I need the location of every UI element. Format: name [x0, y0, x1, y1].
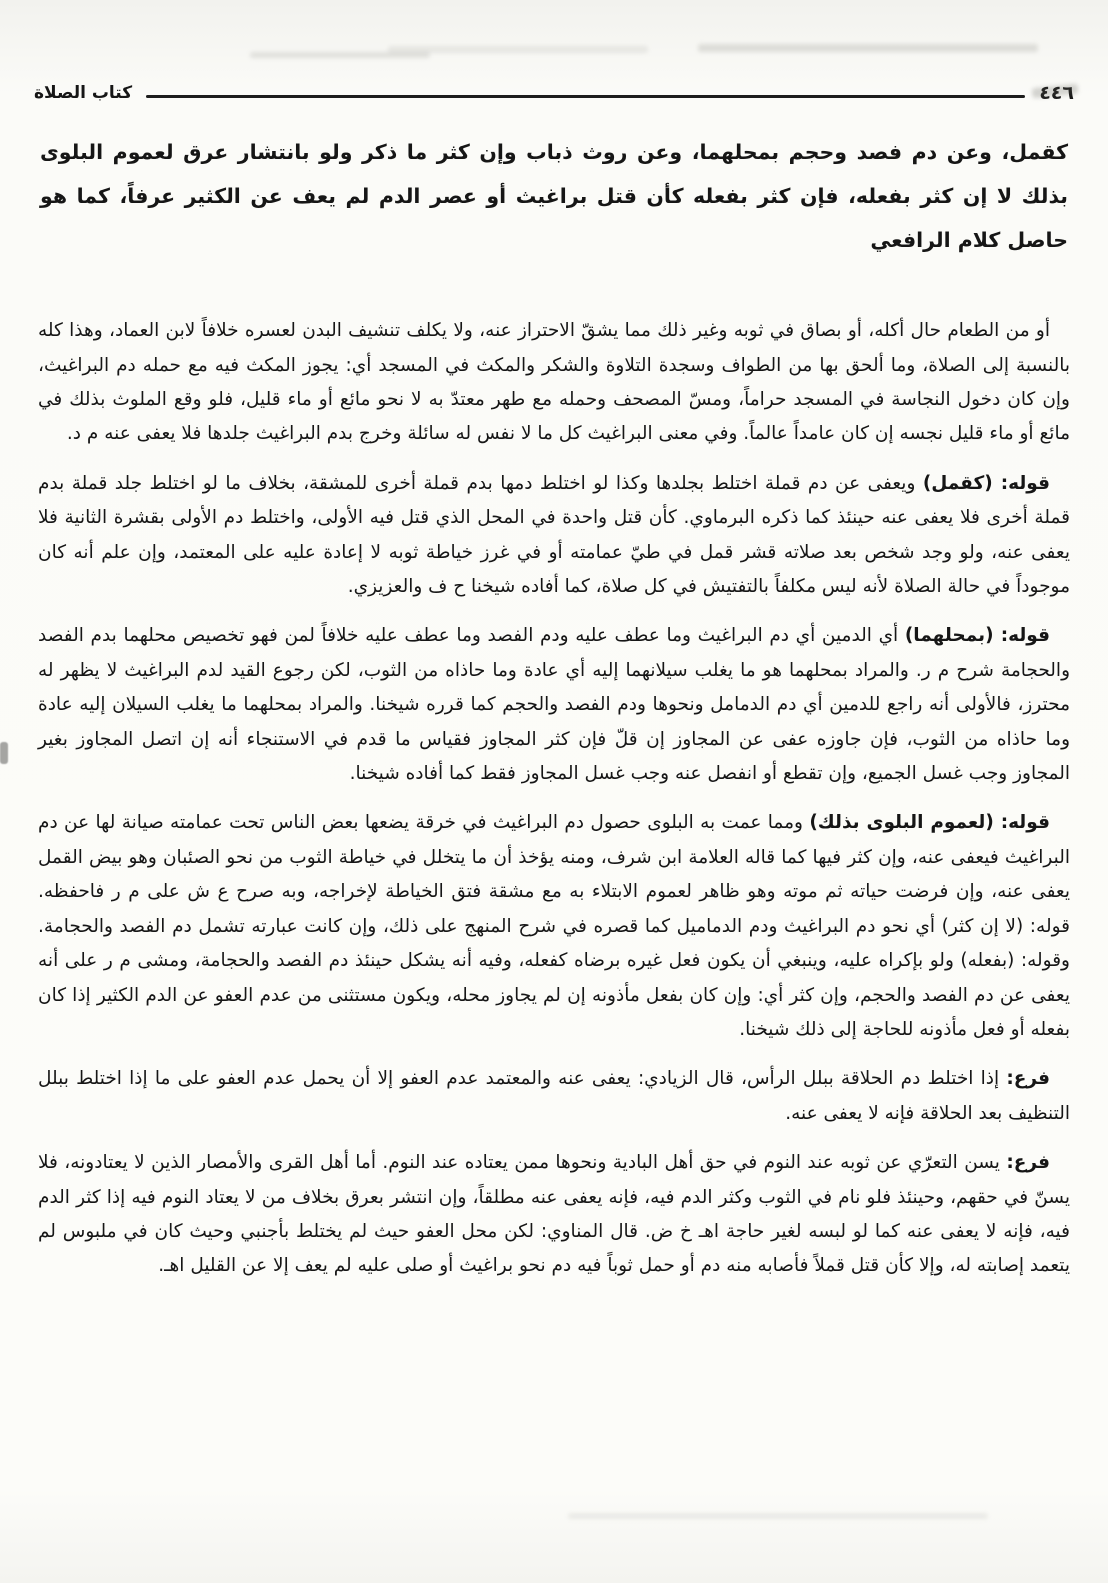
page-number: ٤٤٦: [1039, 82, 1074, 104]
commentary-paragraph: [38, 467, 1070, 605]
scan-artifact: [568, 1513, 988, 1519]
paragraph-text: أو من الطعام حال أكله، أو بصاق في ثوبه وغير ذلك مما يشقّ الاحتراز عنه، ولا يكلف تنشيف البدن لعسره خلافاً لابن العماد، وهذا كله بالنسبة إلى الصلاة، وما ألحق بها من الطواف وسجدة التلاوة والشكر والمكث في المسجد أي: يجوز المكث فيه مع حمله دم البراغيث، وإن كان دخول النجاسة في المسجد حراماً، ومسّ المصحف وحمله مع طهر معتدّ به لا نحو مائع أو ماء قليل، فلو وقع الملوث بذلك في مائع أو ماء قليل نجسه إن كان عامداً عالماً. وفي معنى البراغيث كل ما لا نفس له سائلة وخرج بدم البراغيث جلدها فلا يعفى عنه م د.: [38, 320, 1070, 445]
commentary-paragraph: [38, 1146, 1070, 1284]
commentary-paragraph: [38, 1062, 1070, 1131]
paragraph-lead: قوله: (لعموم البلوى بذلك): [809, 812, 1050, 834]
paragraph-text: ويعفى عن دم قملة اختلط بجلدها وكذا لو اختلط دمها بدم قملة أخرى للمشقة، بخلاف ما لو اختلط جلد قملة بدم قملة أخرى فلا يعفى عنه حينئذ كما ذكره البرماوي. كأن قتل واحدة في المحل الذي قتل فيه الأولى، واختلط دم الأولى بقشرة الثانية فلا يعفى عنه، ولو وجد شخص بعد صلاته قشر قمل في طيّ عمامته أو في غرز خياطة ثوبه لا إعادة عليه على المعتمد، وإن علم أنه كان موجوداً في حالة الصلاة لأنه ليس مكلفاً بالتفتيش في كل صلاة، كما أفاده شيخنا ح ف والعزيزي.: [38, 472, 1070, 598]
commentary-paragraph: [38, 806, 1070, 1047]
commentary-paragraph: [38, 619, 1070, 791]
paragraph-text: يسن التعرّي عن ثوبه عند النوم في حق أهل البادية ونحوها ممن يعتاده عند النوم. أما أهل القرى والأمصار الذين لا يعتادونه، فلا يسنّ في حقهم، وحينئذ فلو نام في الثوب وكثر الدم فيه، فإنه يعفى عنه مطلقاً، وإن انتشر بعرق بخلاف من لا يعتاد النوم فيه إذا كثر الدم فيه، فإنه لا يعفى عنه كما لو لبسه لغير حاجة اهـ خ ض. قال المناوي: لكن محل العفو حيث لم يختلط بأجنبي وحيث كان في ملبوس لم يتعمد إصابته له، وإلا كأن قتل قملاً فأصابه منه دم أو حمل ثوباً فيه دم نحو براغيث أو صلى عليه لم يعف إلا عن القليل اهـ.: [38, 1152, 1070, 1277]
paragraph-lead: قوله: (بمحلهما): [904, 625, 1050, 647]
scan-artifact: [698, 44, 1038, 52]
commentary-paragraph: [38, 314, 1070, 452]
paragraph-lead: قوله: (كقمل): [922, 472, 1050, 494]
page-header: [34, 82, 1074, 104]
commentary-section: [34, 314, 1074, 1284]
paragraph-lead: فرع:: [1006, 1068, 1050, 1090]
paragraph-text: إذا اختلط دم الحلاقة ببلل الرأس، قال الزيادي: يعفى عنه والمعتمد عدم العفو إلا أن يحمل عدم العفو على ما إذا اختلط ببلل التنظيف بعد الحلاقة فإنه لا يعفى عنه.: [38, 1068, 1070, 1124]
header-rule: [146, 95, 1025, 98]
book-title: كتاب الصلاة: [34, 83, 133, 103]
scan-artifact: [0, 742, 8, 764]
paragraph-text: ومما عمت به البلوى حصول دم البراغيث في خرقة يضعها بعض الناس تحت عمامته صيانة لها عن دم البراغيث فيعفى عنه، وإن كثر فيها كما قاله العلامة ابن شرف، ومنه يؤخذ أن ما يتخلل في خياطة الثوب من نحو الصئبان وهو بيض القمل يعفى عنه، وإن فرضت حياته ثم موته وهو ظاهر لعموم الابتلاء به مع مشقة فتق الخياطة لإخراجه، وبه صرح ع ش على م ر فاحفظه. قوله: (لا إن كثر) أي نحو دم البراغيث ودم الدماميل كما قصره في شرح المنهج على ذلك، وإن كانت عبارته تشمل دم الفصد والحجامة. وقوله: (بفعله) ولو بإكراه عليه، وينبغي أن يكون فعل غيره برضاه كفعله، وفيه أنه يشكل حينئذ دم الفصد والحجامة، ومشى م ر على أنه يعفى عن دم الفصد والحجم، وإن كثر أي: وإن كان بفعل مأذونه إن لم يجاوز محله، ويكون مستثنى من عدم العفو عن الدم الكثير إذا كان بفعله أو فعل مأذونه للحاجة إلى ذلك شيخنا.: [38, 812, 1070, 1040]
paragraph-text: أي الدمين أي دم البراغيث وما عطف عليه ودم الفصد وما عطف عليه خلافاً لمن فهو تخصيص محلهما بدم الفصد والحجامة شرح م ر. والمراد بمحلهما هو ما يغلب سيلانهما إليه أي عادة وما حاذاه من الثوب، لكن رجوع القيد لدم البراغيث لا يظهر له محترز، فالأولى أنه راجع للدمين أي دم الدمامل ونحوها ودم الفصد والحجم كما قرره شيخنا. والمراد بمحلهما ما يغلب السيلان إليه عادة وما حاذاه من الثوب، فإن جاوزه عفى عن المجاوز إن قلّ فإن كثر المجاوز فقياس ما قدم في الاستنجاء أنه إن اتصل المجاوز بغير المجاوز وجب غسل الجميع، وإن تقطع أو انفصل عنه وجب غسل المجاوز فقط كما أفاده شيخنا.: [38, 625, 1070, 785]
matn-text: كقمل، وعن دم فصد وحجم بمحلهما، وعن روث ذباب وإن كثر ما ذكر ولو بانتشار عرق لعموم البلوى بذلك لا إن كثر بفعله، فإن كثر بفعله كأن قتل براغيث أو عصر الدم لم يعف عن الكثير عرفاً، كما هو حاصل كلام الرافعي: [40, 140, 1068, 253]
scan-artifact: [250, 52, 430, 58]
paragraph-lead: فرع:: [1006, 1152, 1051, 1174]
